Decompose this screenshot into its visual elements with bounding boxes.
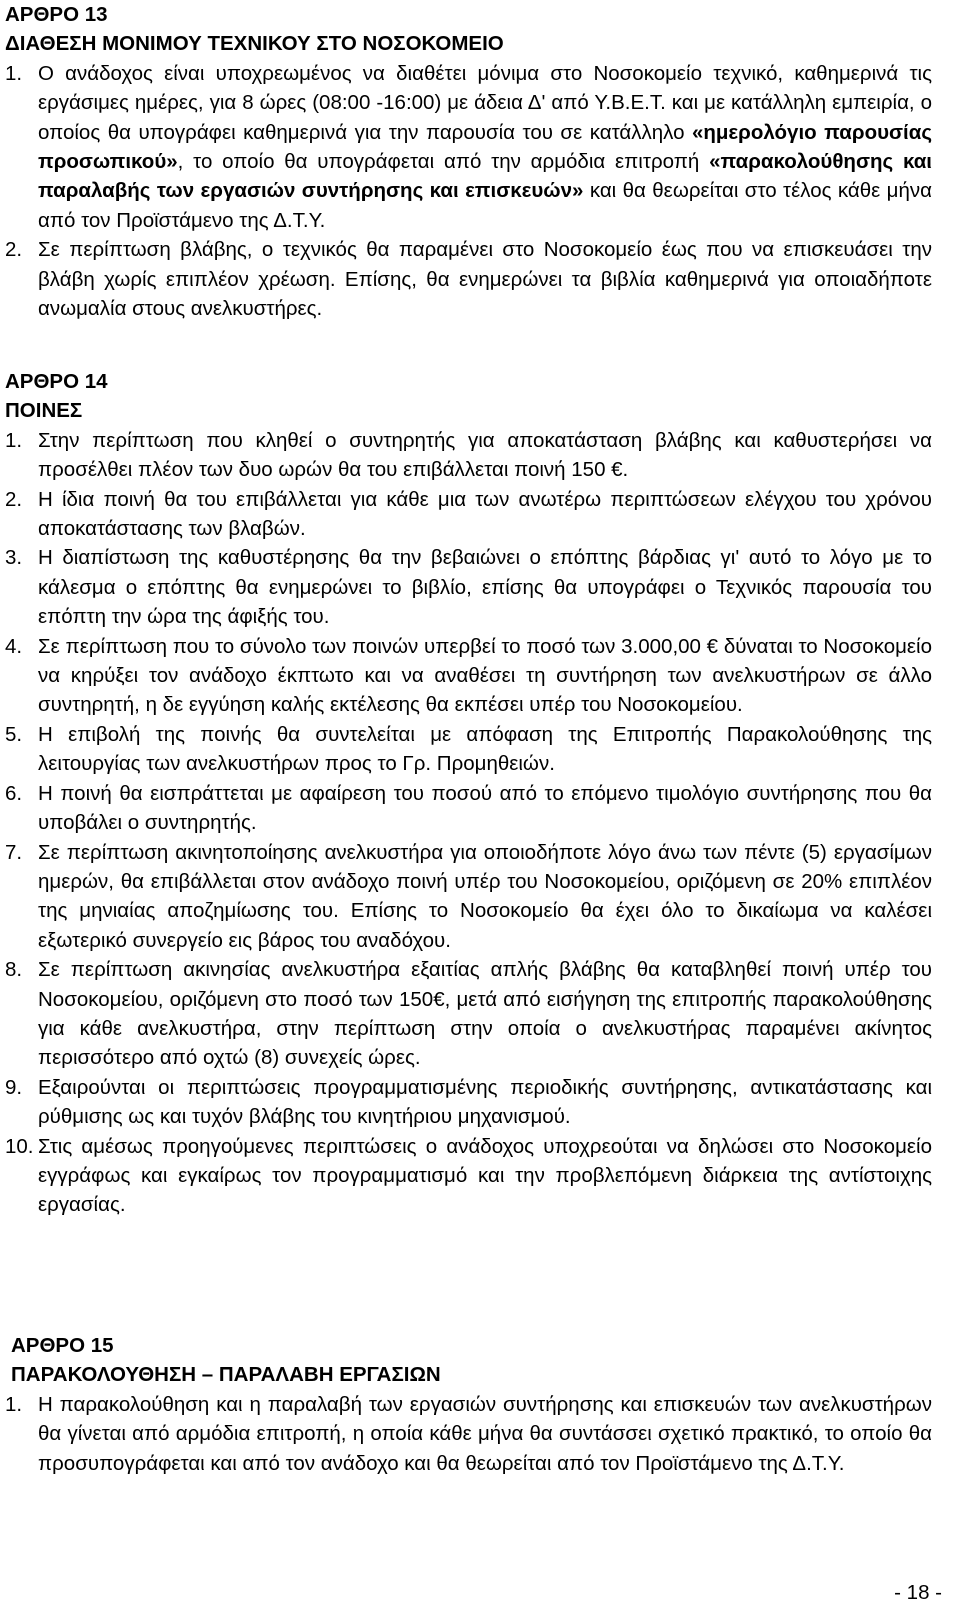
list-item xyxy=(5,235,932,323)
item-text: Σε περίπτωση ακινησίας ανελκυστήρα εξαιτίας απλής βλάβης θα καταβληθεί ποινή υπέρ του Νοσοκομείου, οριζόμενη στο ποσό των 150€, μετά από εισήγηση της επιτροπής παρακολούθησης για κάθε ανελκυστήρα, στην περίπτωση στην οποία ο ανελκυστήρας παραμένει ακίνητος περισσότερο από οχτώ (8) συνεχείς ώρες. xyxy=(38,958,932,1070)
bold-phrase-attendance-log: «ημερολόγιο παρουσίας προσωπικού» xyxy=(38,120,933,174)
list-item xyxy=(5,632,932,720)
list-item xyxy=(5,426,932,485)
item-text: Ο ανάδοχος είναι υποχρεωμένος να διαθέτει μόνιμα στο Νοσοκομείο τεχνικό, καθημερινά τις εργάσιμες ημέρες, για 8 ώρες (08:00 -16:00) με άδεια Δ' από Υ.Β.Ε.Τ. και με κατάλληλη εμπειρία, ο οποίος θα υπογράφει καθημερινά για την παρουσία του σε κατάλληλο «ημερολόγιο παρουσίας προσωπικού», το οποίο θα υπογράφεται από την αρμόδια επιτροπή «παρακολούθησης και παραλαβής των εργασιών συντήρησης και επισκευών» και θα θεωρείται στο τέλος κάθε μήνα από τον Προϊστάμενο της Δ.Τ.Υ. xyxy=(38,61,933,232)
item-number: 9. xyxy=(5,1075,23,1099)
list-item xyxy=(5,1132,932,1220)
item-number: 1. xyxy=(5,1392,23,1416)
item-number: 7. xyxy=(5,840,23,864)
list-item xyxy=(5,1073,932,1132)
article-13 xyxy=(5,0,932,323)
item-text: Στην περίπτωση που κληθεί ο συντηρητής για αποκατάσταση βλάβης και καθυστερήσει να προσέλθει πλέον των δυο ωρών θα του επιβάλλεται ποινή 150 €. xyxy=(38,428,932,482)
list-item xyxy=(5,779,932,838)
article-15-title: ΑΡΘΡΟ 15 xyxy=(11,1334,114,1357)
article-14-title: ΑΡΘΡΟ 14 xyxy=(5,370,108,393)
item-text: Σε περίπτωση ακινητοποίησης ανελκυστήρα για οποιοδήποτε λόγο άνω των πέντε (5) εργασίμων ημερών, θα επιβάλλεται στον ανάδοχο ποινή υπέρ του Νοσοκομείου, οριζόμενη σε 20% επιπλέον της μηνιαίας αποζημίωσης του. Επίσης το Νοσοκομείο θα έχει όλο το δικαίωμα να καλέσει εξωτερικό συνεργείο εις βάρος του αναδόχου. xyxy=(38,840,932,952)
item-number: 6. xyxy=(5,781,23,805)
list-item xyxy=(5,543,932,631)
page-number: - 18 - xyxy=(894,1581,942,1604)
item-number: 2. xyxy=(5,238,23,262)
item-text: Στις αμέσως προηγούμενες περιπτώσεις ο ανάδοχος υποχρεούται να δηλώσει στο Νοσοκομείο εγγράφως και εγκαίρως τον προγραμματισμό και την προβλεπόμενη διάρκεια της αντίστοιχης εργασίας. xyxy=(38,1134,932,1217)
bold-phrase-committee: «παρακολούθησης και παραλαβής των εργασιών συντήρησης και επισκευών» xyxy=(38,150,932,203)
item-number: 1. xyxy=(5,61,23,85)
article-14-list xyxy=(5,426,932,1220)
article-15-subtitle: ΠΑΡΑΚΟΛΟΥΘΗΣΗ – ΠΑΡΑΛΑΒΗ ΕΡΓΑΣΙΩΝ xyxy=(11,1363,441,1387)
list-item xyxy=(5,720,932,779)
item-number: 3. xyxy=(5,546,23,570)
list-item xyxy=(5,955,932,1073)
list-item xyxy=(5,1390,932,1478)
article-15-list xyxy=(5,1390,932,1478)
item-text: Η ποινή θα εισπράττεται με αφαίρεση του ποσού από το επόμενο τιμολόγιο συντήρησης που θα υποβάλει ο συντηρητής. xyxy=(38,781,932,835)
article-15 xyxy=(5,1331,932,1478)
list-item xyxy=(5,838,932,956)
article-13-list xyxy=(5,59,932,324)
item-number: 8. xyxy=(5,958,23,982)
article-13-subtitle: ΔΙΑΘΕΣΗ ΜΟΝΙΜΟΥ ΤΕΧΝΙΚΟΥ ΣΤΟ ΝΟΣΟΚΟΜΕΙΟ xyxy=(5,32,504,56)
list-item xyxy=(5,59,932,235)
list-item xyxy=(5,485,932,544)
item-text: Σε περίπτωση βλάβης, ο τεχνικός θα παραμένει στο Νοσοκομείο έως που να επισκευάσει την βλάβη χωρίς επιπλέον χρέωση. Επίσης, θα ενημερώνει τα βιβλία καθημερινά για οποιαδήποτε ανωμαλία στους ανελκυστήρες. xyxy=(38,238,932,321)
item-text: Η επιβολή της ποινής θα συντελείται με απόφαση της Επιτροπής Παρακολούθησης της λειτουργίας των ανελκυστήρων προς το Γρ. Προμηθειών. xyxy=(38,722,932,776)
article-14 xyxy=(5,367,932,1220)
item-text: Η παρακολούθηση και η παραλαβή των εργασιών συντήρησης και επισκευών των ανελκυστήρων θα γίνεται από αρμόδια επιτροπή, η οποία κάθε μήνα θα συντάσσει σχετικό πρακτικό, το οποίο θα προσυπογράφεται και από τον ανάδοχο και θα θεωρείται από τον Προϊστάμενο της Δ.Τ.Υ. xyxy=(38,1392,932,1475)
item-number: 10. xyxy=(5,1134,34,1158)
article-14-subtitle: ΠΟΙΝΕΣ xyxy=(5,399,83,423)
item-number: 1. xyxy=(5,428,23,452)
item-text: Η ίδια ποινή θα του επιβάλλεται για κάθε μια των ανωτέρω περιπτώσεων ελέγχου του χρόνου αποκατάστασης των βλαβών. xyxy=(38,487,932,541)
item-text: Σε περίπτωση που το σύνολο των ποινών υπερβεί το ποσό των 3.000,00 € δύναται το Νοσοκομείο να κηρύξει τον ανάδοχο έκπτωτο και να αναθέσει τη συντήρηση των ανελκυστήρων σε άλλο συντηρητή, η δε εγγύηση καλής εκτέλεσης θα εκπέσει υπέρ του Νοσοκομείου. xyxy=(38,634,932,717)
item-number: 5. xyxy=(5,722,23,746)
item-text: Η διαπίστωση της καθυστέρησης θα την βεβαιώνει ο επόπτης βάρδιας γι' αυτό το λόγο με το κάλεσμα ο επόπτης θα ενημερώνει το βιβλίο, επίσης θα υπογράφει ο Τεχνικός παρουσία του επόπτη την ώρα της άφιξής του. xyxy=(38,546,932,629)
item-text: Εξαιρούνται οι περιπτώσεις προγραμματισμένης περιοδικής συντήρησης, αντικατάστασης και ρύθμισης ως και τυχόν βλάβης του κινητήριου μηχανισμού. xyxy=(38,1075,932,1129)
item-number: 4. xyxy=(5,634,23,658)
item-number: 2. xyxy=(5,487,23,511)
article-13-title: ΑΡΘΡΟ 13 xyxy=(5,3,108,26)
